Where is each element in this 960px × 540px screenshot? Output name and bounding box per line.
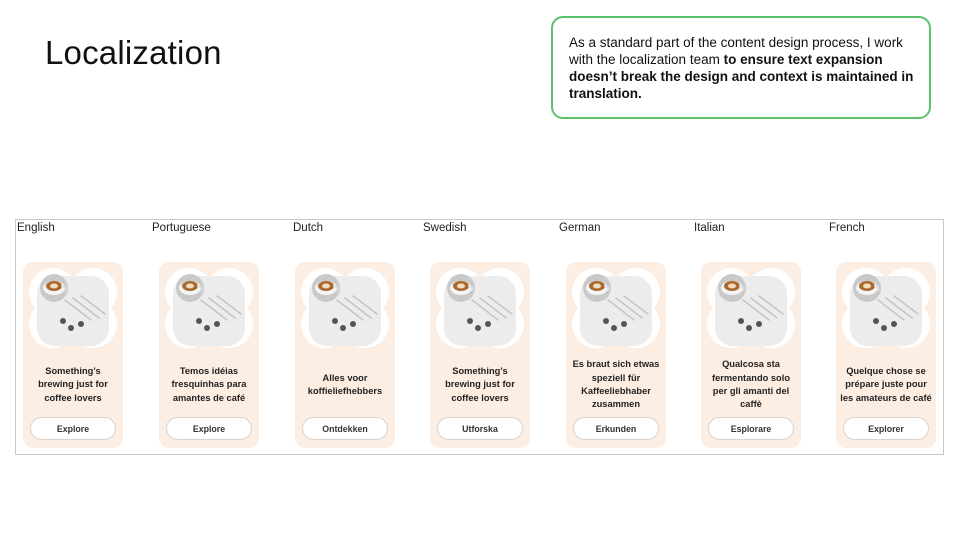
utforska-button[interactable]: Utforska bbox=[437, 417, 523, 440]
coffee-cup-spoons-image bbox=[159, 262, 259, 358]
card-message: Es braut sich etwas speziell für Kaffeeliebhaber zusammen bbox=[572, 359, 660, 410]
promo-card bbox=[701, 262, 801, 448]
card-message: Something’s brewing just for coffee lovers bbox=[445, 366, 515, 403]
callout-emphasis: to ensure text expansion doesn’t break the design and context is maintained in translation. bbox=[569, 52, 914, 101]
language-label: English bbox=[17, 222, 55, 234]
explore-button[interactable]: Explore bbox=[166, 417, 252, 440]
language-label: German bbox=[559, 222, 601, 234]
language-label: Dutch bbox=[293, 222, 324, 234]
callout-box bbox=[551, 16, 931, 119]
slide-title: Localization bbox=[45, 34, 222, 71]
promo-card bbox=[295, 262, 395, 448]
explorer-button[interactable]: Explorer bbox=[843, 417, 929, 440]
promo-card bbox=[159, 262, 259, 448]
erkunden-button[interactable]: Erkunden bbox=[573, 417, 659, 440]
ontdekken-button[interactable]: Ontdekken bbox=[302, 417, 388, 440]
coffee-cup-spoons-image bbox=[836, 262, 936, 358]
promo-card bbox=[430, 262, 530, 448]
coffee-cup-spoons-image bbox=[23, 262, 123, 358]
card-message: Something’s brewing just for coffee lovers bbox=[38, 366, 108, 403]
coffee-cup-spoons-image bbox=[295, 262, 395, 358]
coffee-cup-spoons-image bbox=[430, 262, 530, 358]
callout-text: As a standard part of the content design process, I work with the localization team bbox=[569, 35, 903, 67]
promo-card bbox=[23, 262, 123, 448]
language-label: Italian bbox=[694, 222, 725, 234]
localization-strip bbox=[15, 219, 944, 455]
card-message: Quelque chose se prépare juste pour les amateurs de café bbox=[840, 366, 932, 403]
coffee-cup-spoons-image bbox=[566, 262, 666, 358]
language-label: Swedish bbox=[423, 222, 467, 234]
promo-card bbox=[836, 262, 936, 448]
card-message: Qualcosa sta fermentando solo per gli amanti del caffè bbox=[712, 359, 790, 410]
esplorare-button[interactable]: Esplorare bbox=[708, 417, 794, 440]
language-label: French bbox=[829, 222, 865, 234]
card-message: Alles voor koffieliefhebbers bbox=[307, 372, 383, 396]
coffee-cup-spoons-image bbox=[701, 262, 801, 358]
card-message: Temos idéias fresquinhas para amantes de café bbox=[171, 366, 247, 403]
language-label: Portuguese bbox=[152, 222, 211, 234]
promo-card bbox=[566, 262, 666, 448]
explore-button[interactable]: Explore bbox=[30, 417, 116, 440]
